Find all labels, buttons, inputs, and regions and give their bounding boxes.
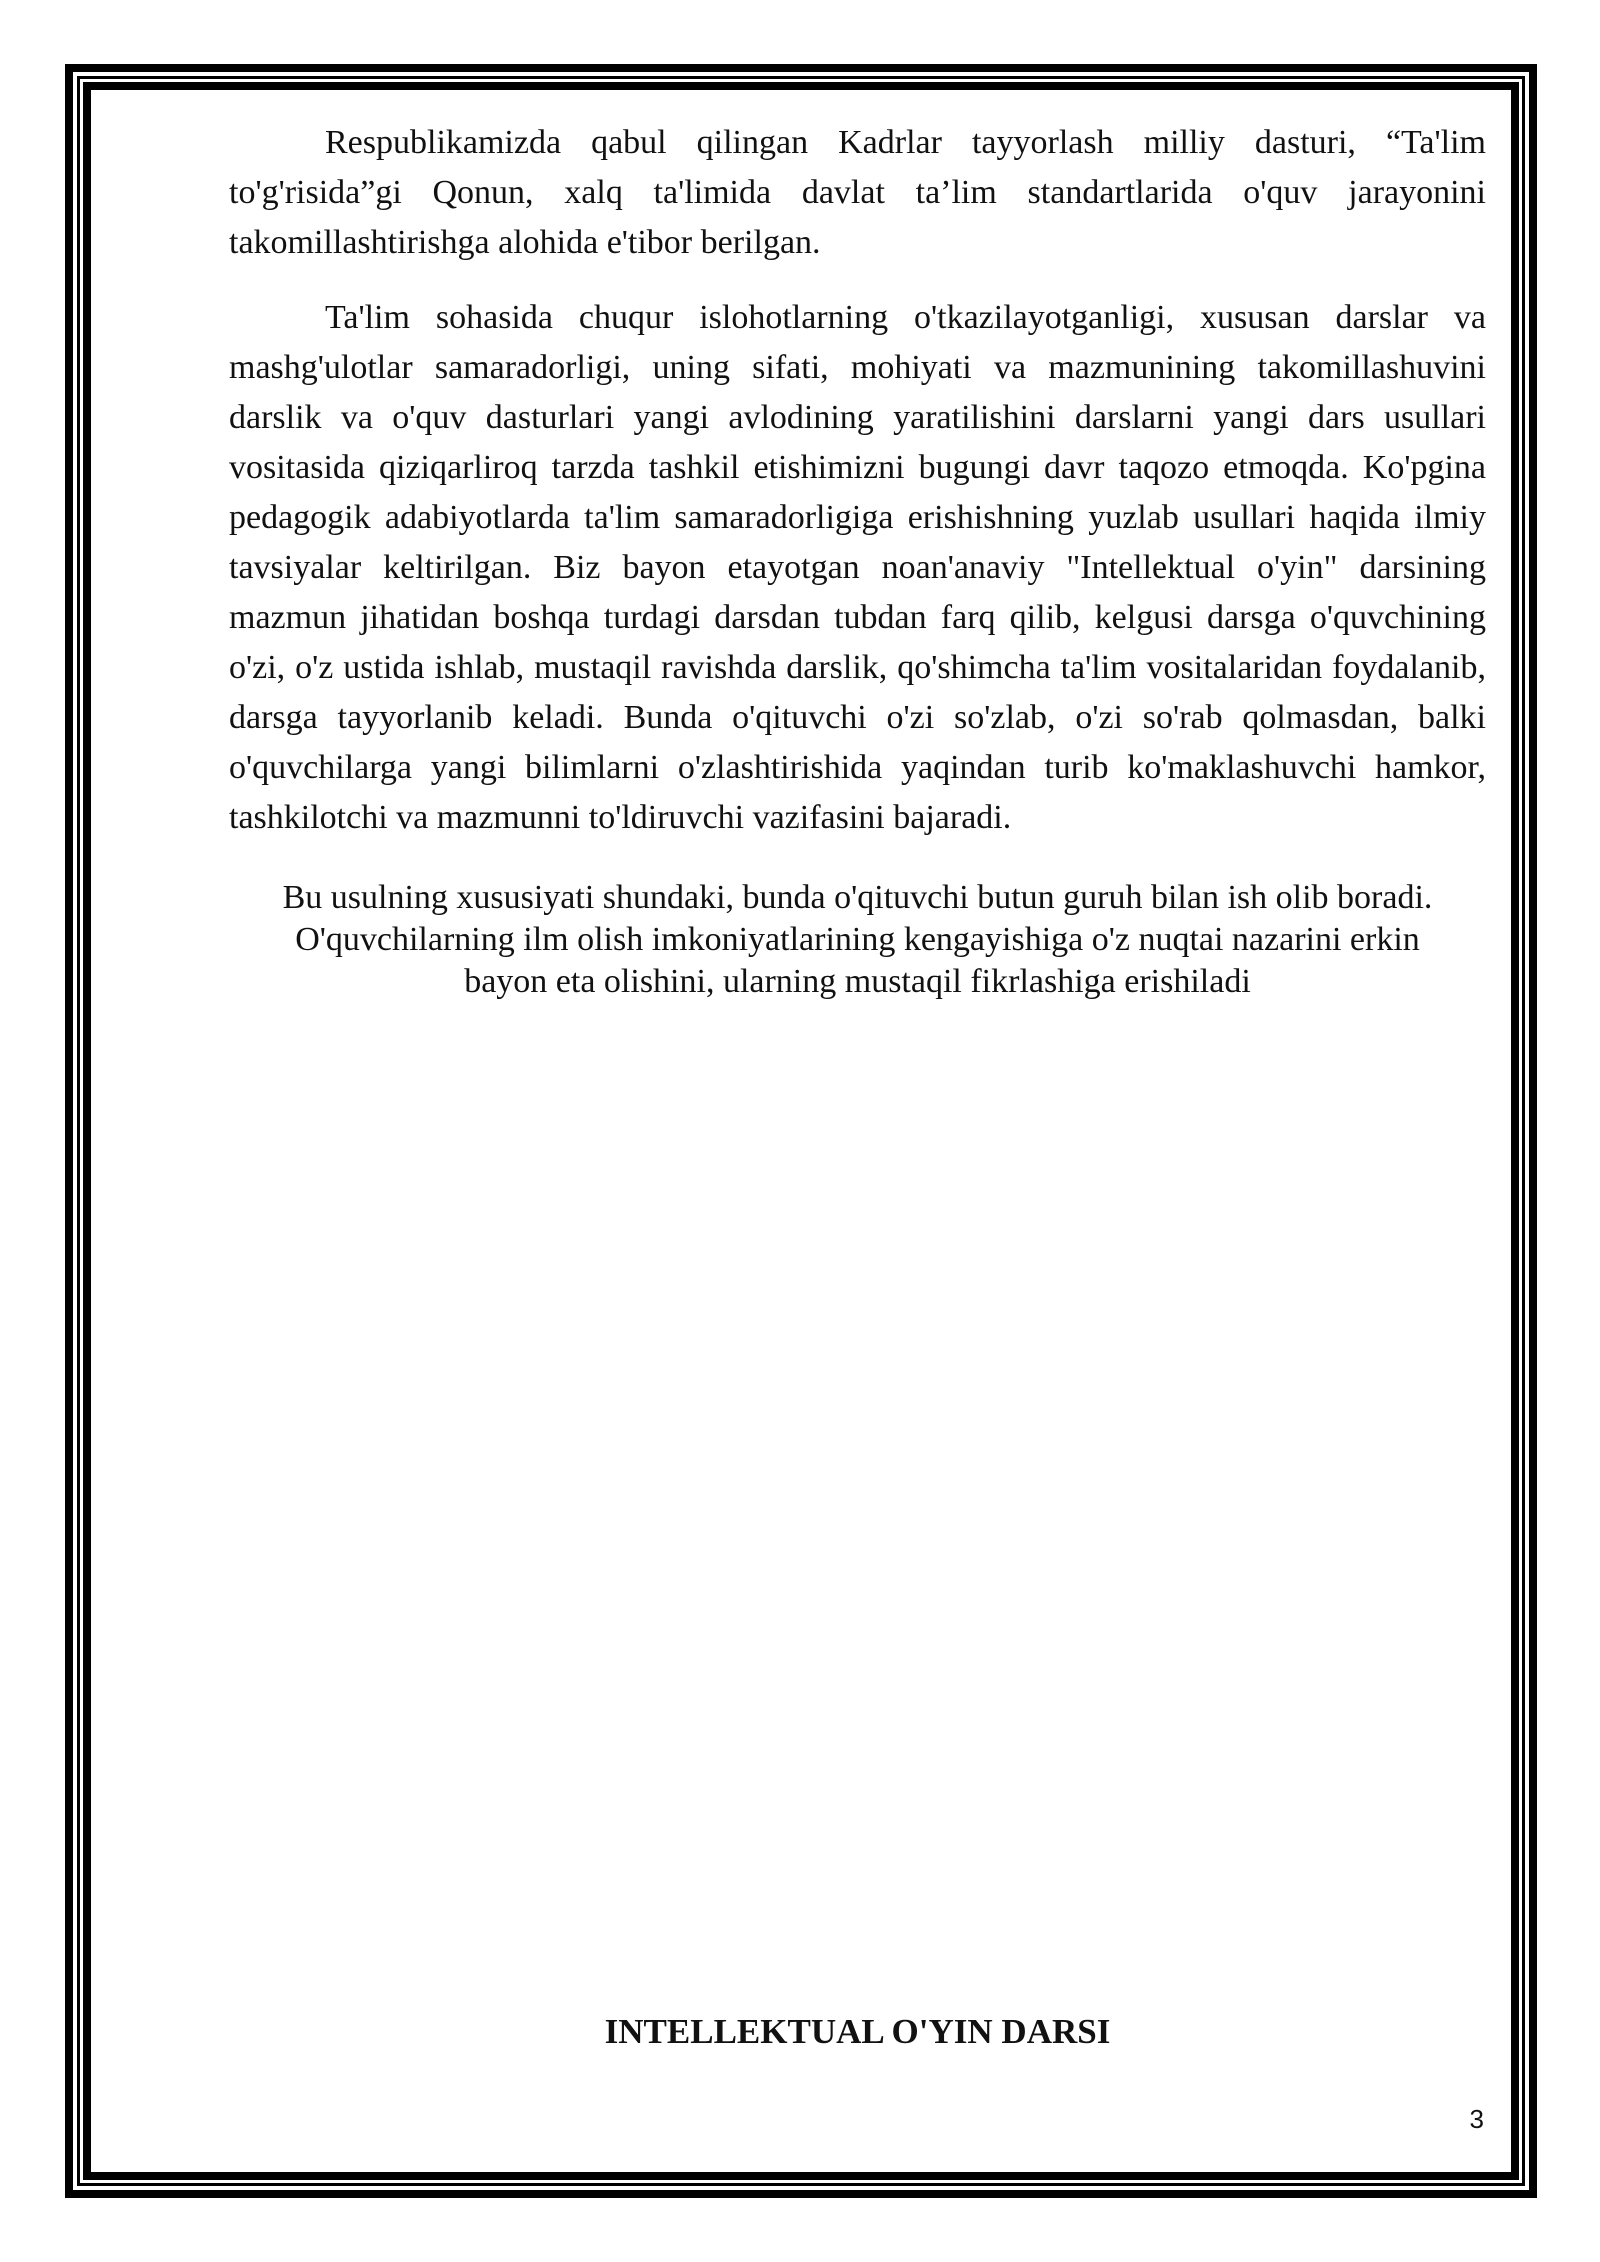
page-number: 3 [1469, 2104, 1484, 2134]
paragraph-2: Ta'lim sohasida chuqur islohotlarning o'tkazilayotganligi, xususan darslar va mashg'ulotlar samaradorligi, uning sifati, mohiyati va mazmunining takomillashuvini darslik va o'quv dasturlari yangi avlodining yaratilishini darslarni yangi dars usullari vositasida qiziqarliroq tarzda tashkil etishimizni bugungi davr taqozo etmoqda. Ko'pgina pedagogik adabiyotlarda ta'lim samaradorligiga erishishning yuzlab usullari haqida ilmiy tavsiyalar keltirilgan. Biz bayon etayotgan noan'anaviy "Intellektual o'yin" darsining mazmun jihatidan boshqa turdagi darsdan tubdan farq qilib, kelgusi darsga o'quvchining o'zi, o'z ustida ishlab, mustaqil ravishda darslik, qo'shimcha ta'lim vositalaridan foydalanib, darsga tayyorlanib keladi. Bunda o'qituvchi o'zi so'zlab, o'zi so'rab qolmasdan, balki o'quvchilarga yangi bilimlarni o'zlashtirishida yaqindan turib ko'maklashuvchi hamkor, tashkilotchi va mazmunni to'ldiruvchi vazifasini bajaradi. [229, 299, 1486, 836]
section-title: INTELLEKTUAL O'YIN DARSI [604, 2012, 1111, 2051]
paragraph-3: Bu usulning xususiyati shundaki, bunda o'qituvchi butun guruh bilan ish olib boradi. O'quvchilarning ilm olish imkoniyatlarining kengayishiga o'z nuqtai nazarini erkin bayon eta olishini, ularning mustaqil fikrlashiga erishiladi [282, 879, 1433, 1000]
paragraph-1: Respublikamizda qabul qilingan Kadrlar tayyorlash milliy dasturi, “Ta'lim to'g'risida”gi Qonun, xalq ta'limida davlat ta’lim standartlarida o'quv jarayonini takomillashtirishga alohida e'tibor berilgan. [229, 124, 1486, 261]
page-body [229, 118, 1486, 1003]
